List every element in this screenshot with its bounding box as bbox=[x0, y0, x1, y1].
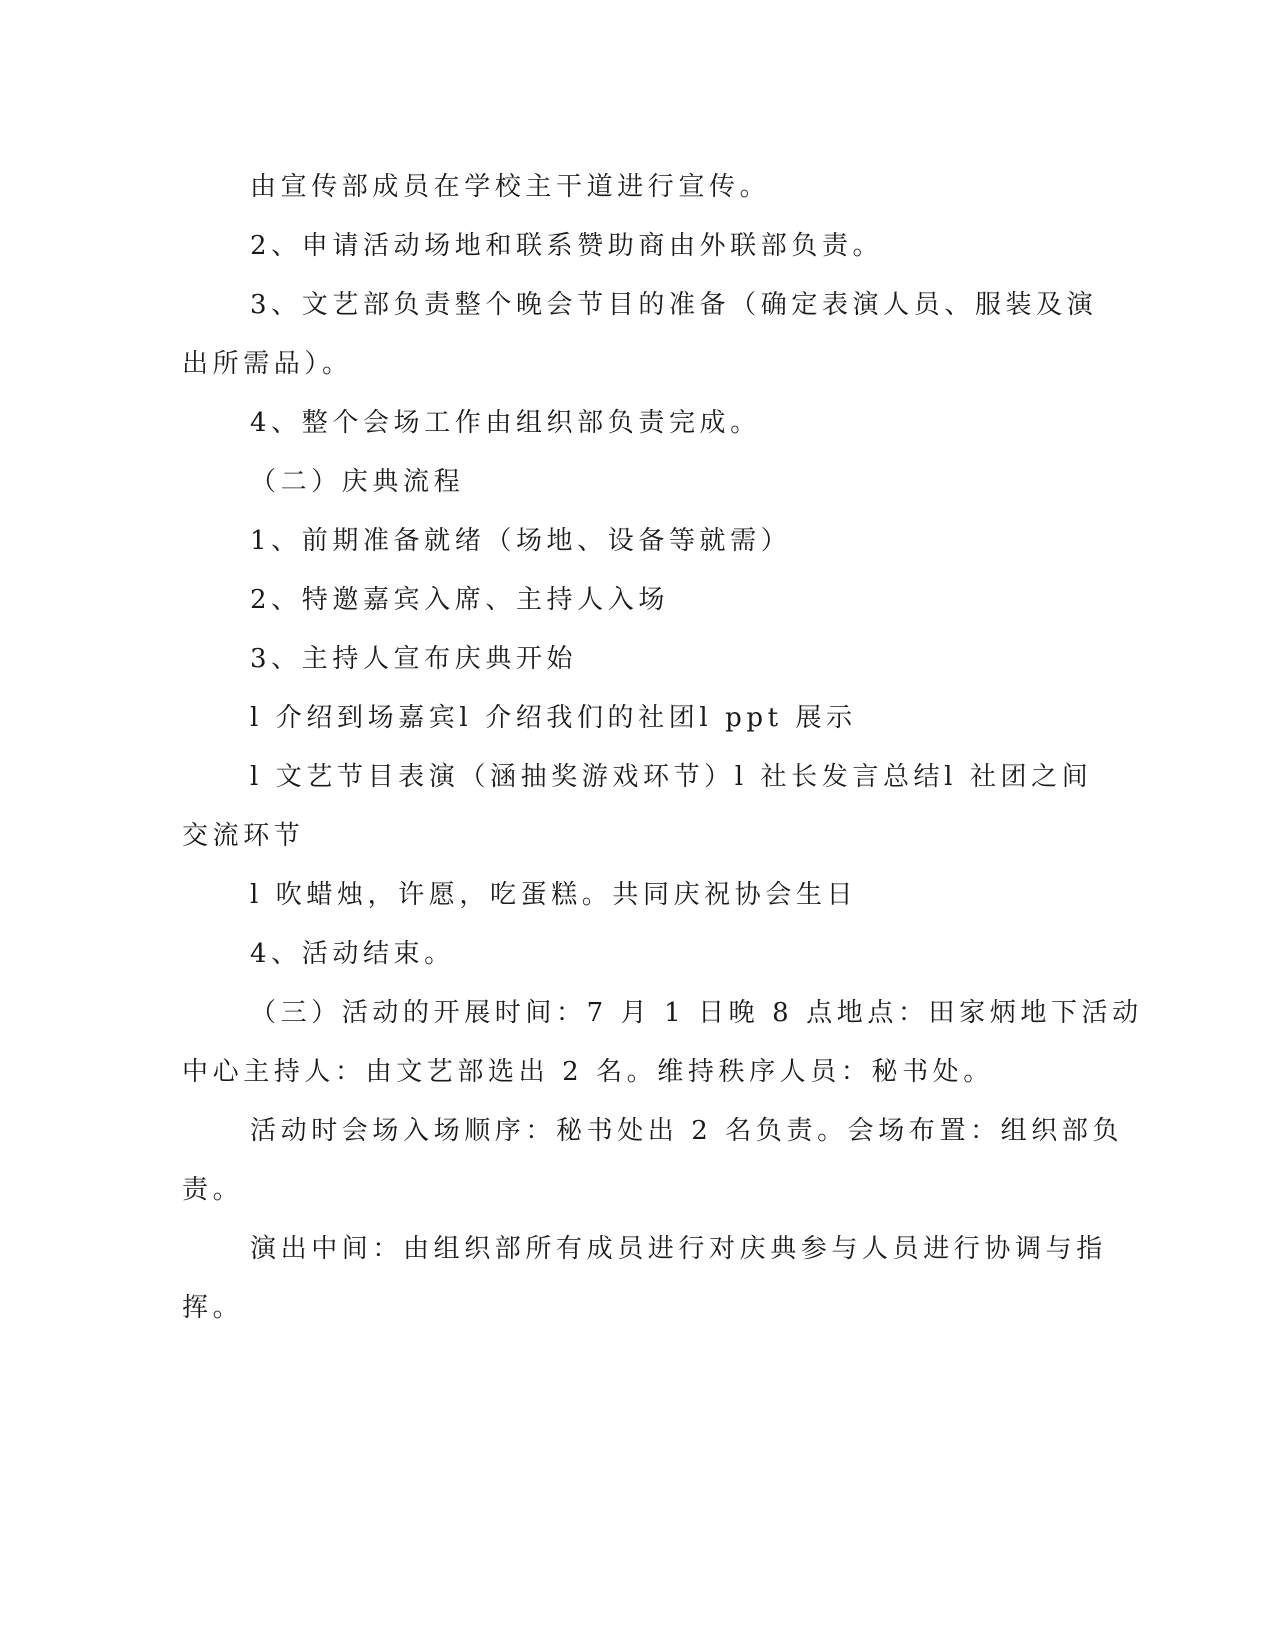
text-line: 4、整个会场工作由组织部负责完成。 bbox=[250, 408, 761, 438]
text-line: 4、活动结束。 bbox=[250, 939, 455, 969]
section-heading: （三）活动的开展时间：7 月 1 日晚 8 点地点：田家炳地下活动 bbox=[250, 998, 1143, 1028]
bullet-line: l 文艺节目表演（涵抽奖游戏环节）l 社长发言总结l 社团之间 bbox=[250, 762, 1093, 792]
text-line: 挥。 bbox=[182, 1293, 244, 1323]
text-line: 演出中间：由组织部所有成员进行对庆典参与人员进行协调与指 bbox=[250, 1234, 1107, 1264]
text-line: 3、主持人宣布庆典开始 bbox=[250, 644, 578, 674]
text-line: 1、前期准备就绪（场地、设备等就需） bbox=[250, 526, 792, 556]
document-body bbox=[182, 158, 1143, 1338]
text-line: 2、申请活动场地和联系赞助商由外联部负责。 bbox=[250, 231, 884, 261]
text-line: 3、文艺部负责整个晚会节目的准备（确定表演人员、服装及演 bbox=[250, 290, 1098, 320]
text-line: 由宣传部成员在学校主干道进行宣传。 bbox=[250, 172, 771, 202]
bullet-line: l 吹蜡烛，许愿，吃蛋糕。共同庆祝协会生日 bbox=[250, 880, 858, 910]
section-heading: （二）庆典流程 bbox=[250, 467, 465, 497]
text-line: 出所需品）。 bbox=[182, 349, 353, 379]
bullet-line: l 介绍到场嘉宾l 介绍我们的社团l ppt 展示 bbox=[250, 703, 857, 733]
text-line: 责。 bbox=[182, 1175, 244, 1205]
text-line: 中心主持人：由文艺部选出 2 名。维持秩序人员：秘书处。 bbox=[182, 1057, 994, 1087]
text-line: 活动时会场入场顺序：秘书处出 2 名负责。会场布置：组织部负 bbox=[250, 1116, 1124, 1146]
text-line: 2、特邀嘉宾入席、主持人入场 bbox=[250, 585, 669, 615]
text-line: 交流环节 bbox=[182, 821, 305, 851]
